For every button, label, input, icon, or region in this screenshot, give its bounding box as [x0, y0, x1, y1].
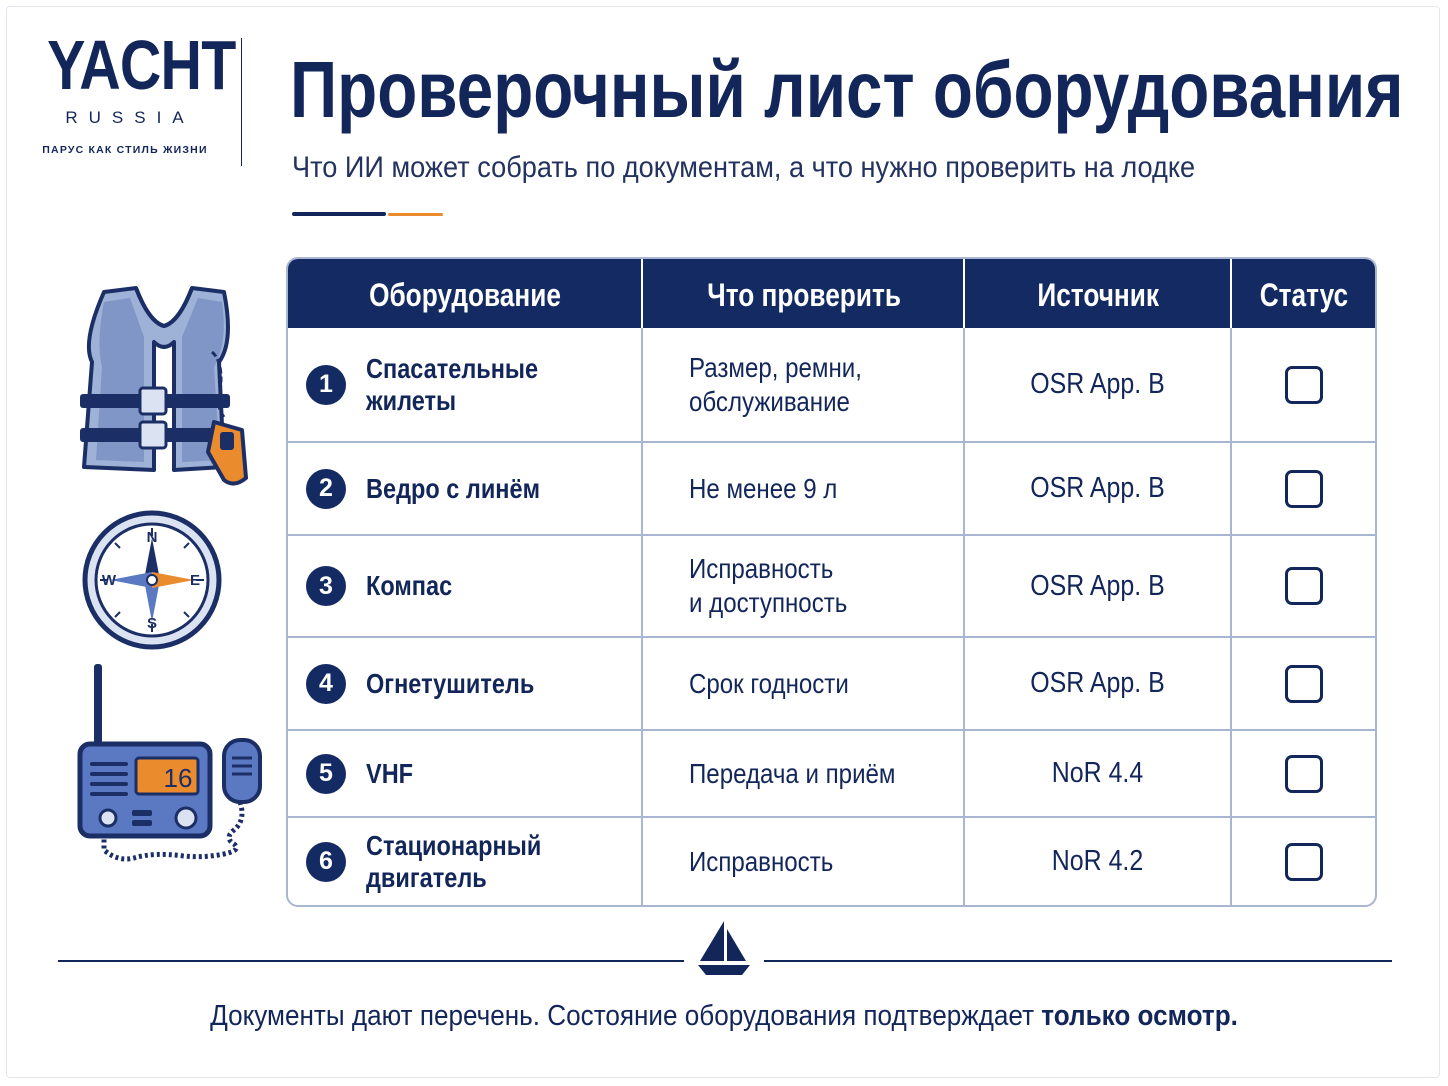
- source-reference: OSR App. B: [1030, 667, 1165, 699]
- cell-check: [689, 638, 959, 729]
- cell-equipment: [306, 443, 641, 534]
- accent-bar-orange: [388, 213, 443, 216]
- cell-status: [1232, 536, 1375, 636]
- check-requirement: Размер, ремни, обслуживание: [689, 351, 862, 417]
- compass-icon: [80, 508, 224, 652]
- cell-source: [965, 536, 1230, 636]
- row-number-badge: 6: [306, 842, 346, 882]
- source-reference: OSR App. B: [1030, 368, 1165, 400]
- equipment-table: [286, 257, 1377, 907]
- row-number-badge: 1: [306, 365, 346, 405]
- equipment-name: Компас: [366, 570, 453, 601]
- cell-status: [1232, 443, 1375, 534]
- footer-note-plain: Документы дают перечень. Состояние оборудования подтверждает: [210, 1000, 1042, 1032]
- accent-bar-navy: [292, 212, 386, 216]
- brand-tagline: ПАРУС КАК СТИЛЬ ЖИЗНИ: [42, 144, 208, 156]
- brand-logo: [30, 26, 236, 156]
- cell-status: [1232, 731, 1375, 816]
- status-checkbox[interactable]: [1285, 567, 1323, 605]
- footer-note: [0, 1000, 1448, 1033]
- source-reference: NoR 4.4: [1051, 757, 1144, 789]
- check-requirement: Исправность и доступность: [689, 553, 848, 618]
- col-divider: [641, 259, 643, 905]
- check-requirement: Не менее 9 л: [689, 472, 838, 504]
- cell-check: [689, 443, 959, 534]
- source-reference: NoR 4.2: [1051, 845, 1144, 877]
- row-number-badge: 2: [306, 469, 346, 509]
- cell-check: [689, 536, 959, 636]
- row-number-badge: 4: [306, 664, 346, 704]
- compass-label-n: N: [146, 529, 158, 546]
- logo-divider: [241, 38, 242, 166]
- cell-source: [965, 638, 1230, 729]
- table-header: [288, 259, 1375, 328]
- check-requirement: Передача и приём: [689, 757, 896, 789]
- cell-equipment: [306, 536, 641, 636]
- footer-divider-left: [58, 960, 684, 962]
- cell-status: [1232, 818, 1375, 905]
- check-requirement: Срок годности: [689, 667, 849, 699]
- col-divider-head: [641, 259, 643, 328]
- cell-check: [689, 818, 959, 905]
- cell-check: [689, 328, 959, 441]
- cell-equipment: [306, 328, 641, 441]
- compass-label-w: W: [101, 572, 117, 589]
- vhf-radio-icon: [74, 660, 266, 880]
- equipment-name: Стационарный двигатель: [366, 829, 542, 893]
- source-reference: OSR App. B: [1030, 472, 1165, 504]
- col-header-status: Статус: [1259, 277, 1348, 313]
- col-divider: [963, 259, 965, 905]
- cell-equipment: [306, 818, 641, 905]
- status-checkbox[interactable]: [1285, 843, 1323, 881]
- col-header-source: Источник: [1037, 277, 1160, 313]
- equipment-name: Спасательные жилеты: [366, 352, 539, 416]
- col-divider: [1230, 259, 1232, 905]
- col-header-check: Что проверить: [707, 277, 901, 313]
- cell-source: [965, 818, 1230, 905]
- status-checkbox[interactable]: [1285, 665, 1323, 703]
- sailboat-icon: [694, 919, 754, 979]
- status-checkbox[interactable]: [1285, 366, 1323, 404]
- cell-status: [1232, 328, 1375, 441]
- footer-note-bold: только осмотр.: [1041, 1000, 1238, 1032]
- cell-equipment: [306, 638, 641, 729]
- table-row: [288, 441, 1375, 534]
- table-row: [288, 328, 1375, 441]
- brand-name: YACHT: [47, 26, 236, 104]
- status-checkbox[interactable]: [1285, 470, 1323, 508]
- cell-status: [1232, 638, 1375, 729]
- cell-equipment: [306, 731, 641, 816]
- status-checkbox[interactable]: [1285, 755, 1323, 793]
- table-row: [288, 636, 1375, 729]
- radio-channel-display: 16: [163, 763, 193, 793]
- cell-source: [965, 443, 1230, 534]
- row-number-badge: 3: [306, 566, 346, 606]
- page-title: Проверочный лист оборудования: [290, 45, 1404, 134]
- cell-check: [689, 731, 959, 816]
- table-row: [288, 816, 1375, 905]
- col-divider-head: [963, 259, 965, 328]
- equipment-name: VHF: [366, 757, 414, 789]
- table-row: [288, 729, 1375, 816]
- brand-sub: RUSSIA: [65, 108, 195, 127]
- table-row: [288, 534, 1375, 636]
- footer-divider-right: [764, 960, 1392, 962]
- row-number-badge: 5: [306, 754, 346, 794]
- compass-label-s: S: [146, 615, 158, 632]
- page-subtitle: Что ИИ может собрать по документам, а что нужно проверить на лодке: [292, 151, 1196, 184]
- equipment-name: Ведро с линём: [366, 472, 540, 504]
- source-reference: OSR App. B: [1030, 569, 1165, 602]
- check-requirement: Исправность: [689, 845, 834, 877]
- compass-label-e: E: [189, 572, 201, 589]
- col-header-equipment: Оборудование: [369, 277, 562, 313]
- life-jacket-icon: [74, 282, 254, 492]
- equipment-name: Огнетушитель: [366, 667, 535, 699]
- cell-source: [965, 328, 1230, 441]
- col-divider-head: [1230, 259, 1232, 328]
- cell-source: [965, 731, 1230, 816]
